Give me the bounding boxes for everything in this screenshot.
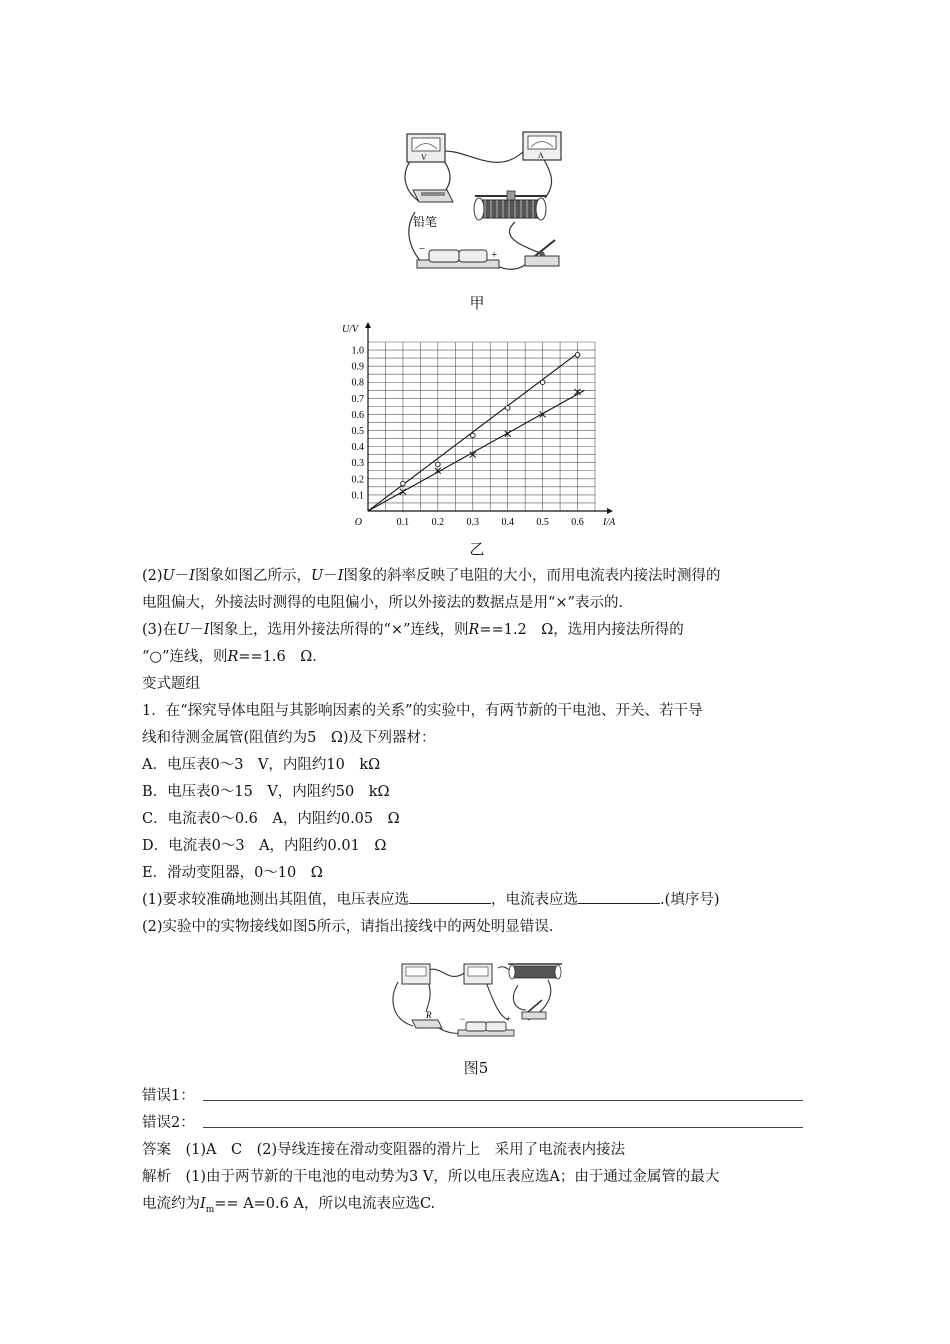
battery-minus-label: − — [460, 1014, 466, 1024]
x-tick-label: 0.2 — [431, 517, 445, 528]
y-tick-label: 0.6 — [351, 409, 364, 421]
origin-label: O — [354, 517, 362, 528]
y-tick-label: 0.1 — [351, 490, 364, 502]
ammeter-icon — [523, 132, 561, 160]
question1-part1: (1)要求较准确地测出其阻值，电压表应选 ，电流表应选 .(填序号) — [142, 887, 719, 913]
option-e: E．滑动变阻器，0～10 Ω — [142, 865, 323, 881]
wiring-figure-5 — [388, 960, 568, 1042]
ammeter-label: A — [538, 151, 544, 160]
y-tick-label: 0.8 — [351, 377, 364, 389]
y-axis-label: U/V — [342, 324, 359, 335]
battery-plus-label: + — [506, 1014, 512, 1024]
question1-part2: (2)实验中的实物接线如图5所示，请指出接线中的两处明显错误. — [142, 919, 554, 935]
apparatus-figure-jia — [395, 130, 580, 280]
y-tick-label: 0.2 — [351, 474, 364, 486]
voltmeter-answer-blank[interactable] — [409, 889, 491, 904]
battery-plus-label: + — [491, 249, 498, 261]
x-tick-label: 0.3 — [466, 517, 480, 528]
rheostat-icon — [508, 964, 562, 979]
ammeter-answer-blank[interactable] — [578, 889, 660, 904]
data-point-circle — [470, 433, 475, 438]
y-tick-label: 0.3 — [351, 458, 364, 470]
x-tick-label: 0.5 — [536, 517, 549, 528]
u-i-chart — [340, 318, 620, 533]
voltmeter-icon — [402, 964, 430, 984]
part2-line1: (2)U－I图象如图乙所示，U－I图象的斜率反映了电阻的大小，而用电流表内接法时测得的 — [142, 568, 721, 584]
solution-line2: 电流约为$I_m== A=0.6$ A，所以电流表应选C. — [142, 1196, 436, 1215]
data-point-circle — [436, 462, 441, 467]
x-tick-label: 0.4 — [501, 517, 514, 528]
fit-line — [368, 390, 585, 511]
y-axis-arrow — [365, 322, 371, 328]
solution-line1: 解析 (1)由于两节新的干电池的电动势为3 V，所以电压表应选A；由于通过金属管的最大 — [142, 1169, 720, 1185]
battery-holder-icon — [417, 250, 499, 268]
data-point-circle — [505, 406, 510, 411]
data-point-circle — [540, 380, 545, 385]
question1-line2: 线和待测金属管(阻值约为5 Ω)及下列器材： — [142, 730, 436, 746]
data-point-circle — [401, 481, 406, 486]
figure-yi-caption: 乙 — [469, 540, 485, 558]
pencil-label: 铅笔 — [413, 215, 438, 229]
pencil-holder-icon — [413, 190, 453, 202]
voltmeter-label: V — [421, 153, 427, 162]
section-heading: 变式题组 — [142, 676, 200, 692]
battery-holder-icon — [458, 1022, 514, 1036]
chart-series — [368, 353, 585, 511]
resistor-label: R — [426, 1010, 432, 1020]
x-tick-label: 0.6 — [571, 517, 584, 528]
error1-answer-line[interactable] — [203, 1100, 803, 1101]
resistor-icon — [412, 1020, 442, 1028]
x-tick-label: 0.1 — [396, 517, 410, 528]
y-tick-label: 1.0 — [351, 345, 364, 357]
switch-icon — [525, 240, 559, 266]
option-c: C．电流表0～0.6 A，内阻约0.05 Ω — [142, 811, 400, 827]
y-tick-label: 0.7 — [351, 393, 364, 405]
rheostat-icon — [474, 191, 547, 220]
part2-line2: 电阻偏大，外接法时测得的电阻偏小，所以外接法的数据点是用“×”表示的. — [142, 595, 624, 611]
part3-line1: (3)在U－I图象上，选用外接法所得的“×”连线，则R==1.2 Ω，选用内接法所得的 — [142, 622, 684, 638]
y-tick-label: 0.4 — [351, 442, 364, 454]
error2-label: 错误2： — [142, 1115, 195, 1131]
error2-answer-line[interactable] — [203, 1127, 803, 1128]
voltmeter-icon — [407, 134, 445, 162]
y-tick-label: 0.9 — [351, 361, 364, 373]
figure-jia-caption: 甲 — [469, 294, 485, 312]
option-d: D．电流表0～3 A，内阻约0.01 Ω — [142, 838, 387, 854]
x-axis-label: I/A — [603, 517, 616, 528]
option-b: B．电压表0～15 V，内阻约50 kΩ — [142, 784, 390, 800]
data-point-circle — [575, 353, 580, 358]
y-tick-label: 0.5 — [351, 426, 364, 438]
answer-line: 答案 (1)A C (2)导线连接在滑动变阻器的滑片上 采用了电流表内接法 — [142, 1142, 626, 1158]
figure-5-caption: 图5 — [463, 1059, 489, 1077]
part3-line2: “○”连线，则R==1.6 Ω. — [142, 649, 317, 665]
question1-line1: 1．在“探究导体电阻与其影响因素的关系”的实验中，有两节新的干电池、开关、若干导 — [142, 703, 703, 719]
error1-label: 错误1： — [142, 1088, 195, 1104]
ammeter-icon — [464, 964, 492, 984]
x-axis-arrow — [607, 508, 613, 514]
option-a: A．电压表0～3 V，内阻约10 kΩ — [142, 757, 381, 773]
battery-minus-label: − — [419, 243, 426, 255]
